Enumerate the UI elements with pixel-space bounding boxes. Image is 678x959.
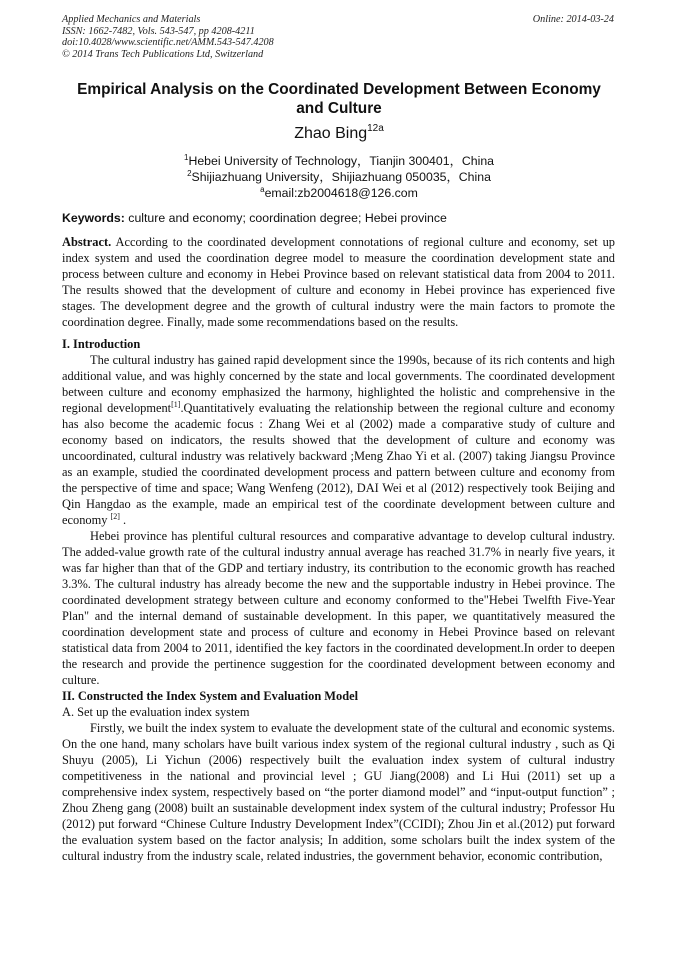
affiliation-2-text: Shijiazhuang University，Shijiazhuang 050035，China [191, 170, 491, 184]
intro-paragraph-2: Hebei province has plentiful cultural resources and comparative advantage to develop cultural industry. The added-value growth rate of the cultural industry annual average has reached 31.7% in nearly five years, it was far higher than that of the GDP and tertiary industry, its contribution to the economic growth has reached 3.3%. The cultural industry has already become the new and the supportable industry in Hebei province. The coordinated development strategy between culture and economy conformed to the"Hebei Twelfth Five-Year Plan" and the internal demand of sustainable development. In this paper, we quantitatively measured the coordination development state and process of culture and economy in Hebei Province based on relevant statistical data from 2004 to 2011, identified the key factors in the coordinated development.In order to deepen the research and provide the pertinence suggestion for the coordinated development between economy and culture. [62, 529, 615, 687]
email-text: email:zb2004618@126.com [264, 186, 418, 200]
section-heading-introduction: I. Introduction [62, 337, 141, 351]
abstract [62, 234, 615, 330]
affiliation-1-sup: 1 [184, 153, 189, 162]
keywords [62, 210, 447, 226]
intro-p1-text-a: The cultural industry has gained rapid development since the 1990s, because of its rich contents and high additional value, and was highly concerned by the state and local governments. The coordinated development between culture and economy emphasized the harmony, highlighted the holistic and comprehensive in the regional development [62, 353, 615, 415]
citation-1: [1] [171, 400, 181, 409]
index-system-paragraph-1: Firstly, we built the index system to evaluate the development state of the cultural and economic systems. On the one hand, many scholars have built various index system of the regional cultural industry , such as Qi Shuyu (2005), Li Yichun (2006) respectively built the evaluation index system of cultural industry competitiveness in the national and provincial level ; GU Jiang(2008) and Li Hui (2011) set up a comprehensive index system, respectively based on “the porter diamond model” and “input-output function” ; Zhou Zheng gang (2008) built an sustainable development index system of the cultural industry; Professor Hu (2012) put forward “Chinese Culture Industry Development Index”(CCIDI); Zhou Jin et al.(2012) put forward the evaluation system based on the factor analysis; In addition, some scholars built the index system of the cultural industry from the industry scale, related industries, the government behavior, economic contribution, [62, 721, 615, 863]
author-sup: 12a [367, 123, 384, 134]
journal-copyright: © 2014 Trans Tech Publications Ltd, Switzerland [62, 48, 264, 60]
affiliations [62, 153, 616, 201]
affiliation-1-text: Hebei University of Technology，Tianjin 300401，China [188, 154, 494, 168]
online-date: Online: 2014-03-24 [532, 14, 614, 25]
journal-name: Applied Mechanics and Materials [62, 14, 201, 25]
author-name: Zhao Bing [294, 125, 368, 142]
citation-2: [2] [110, 512, 120, 521]
journal-doi: doi:10.4028/www.scientific.net/AMM.543-547.4208 [62, 37, 274, 49]
keywords-label: Keywords: [62, 211, 125, 225]
journal-header [62, 14, 274, 60]
intro-paragraph-1 [62, 352, 615, 528]
abstract-text: According to the coordinated development connotations of regional culture and economy, set up index system and used the coordination degree model to measure the coordination development state and process between culture and economy in Hebei Province based on relevant statistical data from 2004 to 2011. The results showed that the development of culture and economy in Hebei province has experienced five stages. The development degree and the growth of cultural industry were the main factors to promote the coordination degree. Finally, made some recommendations based on the results. [62, 235, 615, 329]
intro-p1-text-b: .Quantitatively evaluating the relationship between the regional culture and economy has also become the academic focus : Zhang Wei et al (2002) made a comparative study of culture and economy based on indicators, the results showed that the development of culture and economy was uncoordinated, cultural industry was relatively backward ;Meng Zhao Yi et al. (2007) taking Jiangsu Province as an example, studied the coordinated development process and pattern between culture and economy from the perspective of time and space; Wang Wenfeng (2012), DAI Wei et al (2012) respectively took Beijing and Qin Hangdao as the example, made an empirical test of the coordinate development between culture and economy [62, 401, 615, 527]
paper-body [62, 234, 615, 864]
intro-p1-text-c: . [119, 513, 127, 527]
abstract-label: Abstract. [62, 235, 112, 249]
affiliation-2-sup: 2 [187, 169, 192, 178]
author-email [62, 185, 616, 201]
subsection-heading-evaluation-index: A. Set up the evaluation index system [62, 705, 250, 719]
keywords-text: culture and economy; coordination degree; Hebei province [124, 211, 447, 225]
affiliation-2 [62, 169, 616, 185]
affiliation-1 [62, 153, 616, 169]
journal-issn: ISSN: 1662-7482, Vols. 543-547, pp 4208-4211 [62, 25, 255, 37]
section-heading-index-system: II. Constructed the Index System and Evaluation Model [62, 689, 359, 703]
author [62, 124, 616, 144]
paper-title: Empirical Analysis on the Coordinated Development Between Economy and Culture [77, 81, 601, 117]
email-sup: a [260, 185, 265, 194]
